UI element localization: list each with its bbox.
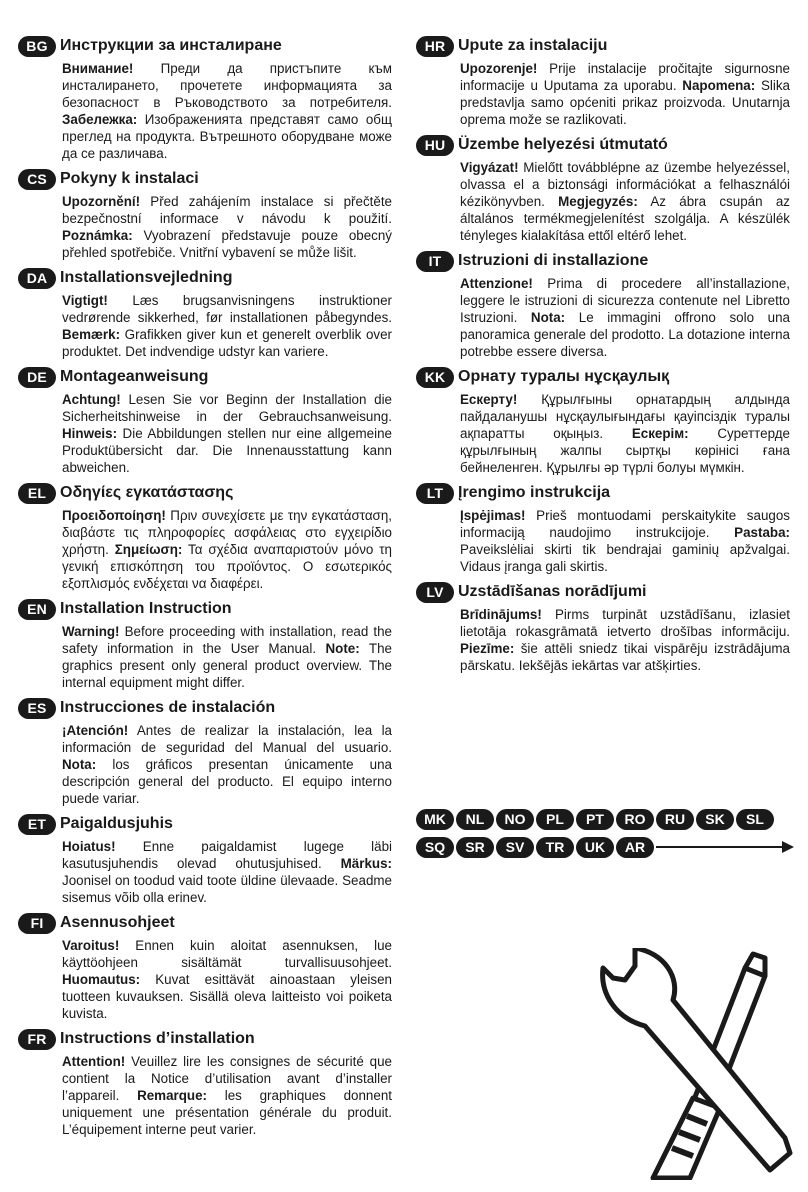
language-code-badge: SR: [456, 837, 494, 858]
warning-label: Hinweis:: [62, 426, 118, 441]
instruction-text: Slika predstavlja samo općeniti prikaz proizvoda. Unutarnja oprema može se razlikovati.: [460, 78, 790, 127]
language-code-badge: NO: [496, 809, 534, 830]
warning-label: Megjegyzés:: [558, 194, 638, 209]
language-code-badge: RU: [656, 809, 694, 830]
instruction-section-it: [416, 249, 790, 363]
warning-label: Įspėjimas!: [460, 508, 526, 523]
language-code-badge: SK: [696, 809, 734, 830]
warning-label: Märkus:: [340, 856, 392, 871]
section-header: [416, 365, 790, 389]
arrow-right-icon: [656, 846, 786, 848]
instruction-text: Преди да пристъпите към инсталирането, прочетете информацията за безопасност в Ръководството за потребителя.: [62, 61, 392, 110]
instruction-text: Joonisel on toodud vaid toote üldine ülevaade. Seadme sisemus võib olla erinev.: [62, 873, 392, 905]
language-code-badge: ET: [18, 814, 56, 835]
instruction-text: Antes de realizar la instalación, lea la información de seguridad del Manual del usuario.: [62, 723, 392, 755]
instruction-section-es: [18, 696, 392, 810]
language-row-1: [416, 806, 796, 832]
instruction-section-fr: [18, 1027, 392, 1141]
instruction-text: Πριν συνεχίσετε με την εγκατάσταση, διαβάστε τις πληροφορίες ασφάλειας στο εγχειρίδιο χρήστη.: [62, 508, 392, 557]
warning-label: Napomena:: [682, 78, 756, 93]
warning-label: Attenzione!: [460, 276, 533, 291]
instruction-section-hr: [416, 34, 790, 131]
language-code-badge: PT: [576, 809, 614, 830]
language-code-badge: AR: [616, 837, 654, 858]
section-header: [416, 580, 790, 604]
instruction-text: Az ábra csupán az általános termékmegjelenítést szolgálja. A készülék tényleges kialakítása ettől eltérő lehet.: [460, 194, 790, 243]
section-header: [18, 481, 392, 505]
section-title: Asennusohjeet: [60, 914, 175, 931]
warning-label: Huomautus:: [62, 972, 141, 987]
section-title: Istruzioni di installazione: [458, 252, 649, 269]
section-header: [18, 266, 392, 290]
section-title: Орнату туралы нұсқаулық: [458, 368, 670, 385]
section-body: [460, 273, 790, 363]
instruction-section-fi: [18, 911, 392, 1025]
right-column: [416, 34, 790, 679]
instruction-text: Mielőtt továbblépne az üzembe helyezéssel, olvassa el a biztonsági információkat a felhasználói kézikönyvben.: [460, 160, 790, 209]
instruction-section-lv: [416, 580, 790, 677]
warning-label: Upozornění!: [62, 194, 141, 209]
section-body: [460, 58, 790, 131]
section-body: [62, 621, 392, 694]
section-title: Paigaldusjuhis: [60, 815, 173, 832]
section-body: [62, 935, 392, 1025]
instruction-section-en: [18, 597, 392, 694]
language-row-2: [416, 834, 796, 860]
section-title: Οδηγίες εγκατάστασης: [60, 484, 234, 501]
section-title: Installationsvejledning: [60, 269, 233, 286]
warning-label: Bemærk:: [62, 327, 121, 342]
instruction-text: los gráficos presentan únicamente una descripción general del producto. El equipo interno puede variar.: [62, 757, 392, 806]
warning-label: Warning!: [62, 624, 120, 639]
instruction-text: Lesen Sie vor Beginn der Installation die Sicherheitshinweise in der Gebrauchsanweisung.: [62, 392, 392, 424]
language-code-badge: BG: [18, 36, 56, 57]
section-header: [18, 812, 392, 836]
instruction-text: šie attēli sniedz tikai vispārēju izstrādājuma pārskatu. Iekšējās iekārtas var atšķirties.: [460, 641, 790, 673]
instruction-section-cs: [18, 167, 392, 264]
section-body: [62, 389, 392, 479]
instruction-text: Prima di procedere all’installazione, leggere le istruzioni di sicurezza contenute nel Libretto Istruzioni.: [460, 276, 790, 325]
warning-label: Ескерту!: [460, 392, 518, 407]
language-code-badge: DA: [18, 268, 56, 289]
section-title: Uzstādīšanas norādījumi: [458, 583, 647, 600]
left-column: [18, 34, 392, 1143]
instruction-section-bg: [18, 34, 392, 165]
warning-label: Προειδοποίηση!: [62, 508, 166, 523]
instruction-text: Enne paigaldamist lugege läbi kasutusjuhendis olevad ohutusjuhised.: [62, 839, 392, 871]
section-body: [62, 1051, 392, 1141]
wrench-and-screwdriver-icon: [595, 948, 795, 1180]
instruction-text: Ennen kuin aloitat asennuksen, lue käyttöohjeen sisältämät turvallisuusohjeet.: [62, 938, 392, 970]
section-title: Pokyny k instalaci: [60, 170, 199, 187]
language-code-badge: PL: [536, 809, 574, 830]
instruction-section-et: [18, 812, 392, 909]
instruction-section-hu: [416, 133, 790, 247]
instruction-text: Kuvat esittävät ainoastaan yleisen tuotteen kuvauksen. Sisällä oleva laitteisto voi poiketa kuvista.: [62, 972, 392, 1021]
warning-label: Varoitus!: [62, 938, 120, 953]
instruction-text: Vyobrazení představuje pouze obecný přehled spotřebiče. Vnitřní vybavení se může lišit.: [62, 228, 392, 260]
warning-label: Nota:: [530, 310, 566, 325]
instruction-text: Суреттерде құрылғының жалпы сыртқы көрінісі ғана бейнеленген. Құрылғы әр түрлі болуы мүмкін.: [460, 426, 790, 475]
instruction-text: Изображенията представят само общ преглед на продукта. Вътрешното оборудване може да се различава.: [62, 112, 392, 161]
section-body: [460, 505, 790, 578]
section-header: [18, 1027, 392, 1051]
warning-label: Brīdinājums!: [460, 607, 542, 622]
language-code-badge: FR: [18, 1029, 56, 1050]
section-title: Upute za instalaciju: [458, 37, 608, 54]
language-code-badge: TR: [536, 837, 574, 858]
warning-label: Poznámka:: [62, 228, 133, 243]
language-code-badge: RO: [616, 809, 654, 830]
warning-label: Забележка:: [62, 112, 138, 127]
instruction-text: Paveikslėliai skirti tik bendrajai gaminių apžvalgai. Vidaus įranga gali skirtis.: [460, 542, 790, 574]
section-header: [18, 911, 392, 935]
language-code-badge: FI: [18, 913, 56, 934]
language-code-badge: KK: [416, 367, 454, 388]
warning-label: Achtung!: [62, 392, 121, 407]
instruction-text: les graphiques donnent uniquement une présentation générale du produit. L’équipement interne peut varier.: [62, 1088, 392, 1137]
instruction-text: Před zahájením instalace si přečtěte bezpečnostní informace v návodu k použití.: [62, 194, 392, 226]
instruction-text: Le immagini offrono solo una panoramica generale del prodotto. La dotazione interna potrebbe essere diversa.: [460, 310, 790, 359]
language-code-badge: LT: [416, 483, 454, 504]
language-code-badge: EN: [18, 599, 56, 620]
instruction-section-el: [18, 481, 392, 595]
instruction-text: Grafikken giver kun et generelt overblik over produktet. Det indvendige udstyr kan variere.: [62, 327, 392, 359]
section-body: [62, 191, 392, 264]
section-header: [18, 167, 392, 191]
section-title: Üzembe helyezési útmutató: [458, 136, 668, 153]
instruction-text: Before proceeding with installation, read the safety information in the User Manual.: [62, 624, 392, 656]
language-code-badge: IT: [416, 251, 454, 272]
warning-label: Remarque:: [137, 1088, 208, 1103]
section-title: Installation Instruction: [60, 600, 232, 617]
instruction-text: Læs brugsanvisningens instruktioner vedrørende sikkerhed, før installationen påbegyndes.: [62, 293, 392, 325]
warning-label: Nota:: [62, 757, 97, 772]
instruction-text: Veuillez lire les consignes de sécurité que contient la Notice d’utilisation avant d’installer l’appareil.: [62, 1054, 392, 1103]
instruction-text: Құрылғыны орнатардың алдында пайдаланушы нұсқаулығындағы қауіпсіздік туралы ақпаратты оқыңыз.: [460, 392, 790, 441]
section-title: Įrengimo instrukcija: [458, 484, 611, 501]
language-code-badge: NL: [456, 809, 494, 830]
section-title: Instructions d’installation: [60, 1030, 255, 1047]
section-header: [18, 696, 392, 720]
section-body: [62, 720, 392, 810]
warning-label: Upozorenje!: [460, 61, 538, 76]
language-code-badge: HU: [416, 135, 454, 156]
warning-label: Vigtigt!: [62, 293, 108, 308]
section-body: [460, 604, 790, 677]
language-code-badge: ES: [18, 698, 56, 719]
section-header: [18, 34, 392, 58]
warning-label: Note:: [325, 641, 360, 656]
language-code-badge: SV: [496, 837, 534, 858]
warning-label: Vigyázat!: [460, 160, 519, 175]
section-header: [416, 249, 790, 273]
language-code-badge: HR: [416, 36, 454, 57]
warning-label: Внимание!: [62, 61, 134, 76]
section-title: Instrucciones de instalación: [60, 699, 276, 716]
language-code-badge: LV: [416, 582, 454, 603]
instruction-text: Prije instalacije pročitajte sigurnosne informacije u Uputama za uporabu.: [460, 61, 790, 93]
instruction-text: The graphics present only general product overview. The internal equipment might differ.: [62, 641, 392, 690]
warning-label: Hoiatus!: [62, 839, 116, 854]
warning-label: Σημείωση:: [114, 542, 183, 557]
section-header: [416, 481, 790, 505]
language-code-badge: UK: [576, 837, 614, 858]
warning-label: Ескерім:: [631, 426, 689, 441]
instruction-section-da: [18, 266, 392, 363]
instruction-text: Pirms turpināt uzstādīšanu, izlasiet lietotāja rokasgrāmatā ietverto drošības informāciju.: [460, 607, 790, 639]
language-code-badge: CS: [18, 169, 56, 190]
section-body: [460, 157, 790, 247]
more-languages: [416, 806, 796, 862]
warning-label: Attention!: [62, 1054, 126, 1069]
warning-label: ¡Atención!: [62, 723, 129, 738]
instruction-section-de: [18, 365, 392, 479]
language-code-badge: DE: [18, 367, 56, 388]
section-body: [62, 836, 392, 909]
instruction-text: Die Abbildungen stellen nur eine allgemeine Produktübersicht dar. Die Innenausstattung kann abweichen.: [62, 426, 392, 475]
instruction-section-kk: [416, 365, 790, 479]
section-title: Инструкции за инсталиране: [60, 37, 282, 54]
language-code-badge: MK: [416, 809, 454, 830]
section-body: [62, 58, 392, 165]
section-header: [416, 133, 790, 157]
instruction-text: Prieš montuodami perskaitykite saugos informaciją naudojimo instrukcijoje.: [460, 508, 790, 540]
language-code-badge: EL: [18, 483, 56, 504]
warning-label: Pastaba:: [734, 525, 790, 540]
section-body: [62, 505, 392, 595]
section-title: Montageanweisung: [60, 368, 209, 385]
section-body: [62, 290, 392, 363]
section-header: [18, 365, 392, 389]
language-code-badge: SL: [736, 809, 774, 830]
instruction-text: Τα σχέδια αναπαριστούν μόνο τη γενική επισκόπηση του προϊόντος. Ο εσωτερικός εξοπλισμός ενδέχεται να διαφέρει.: [62, 542, 392, 591]
language-code-badge: SQ: [416, 837, 454, 858]
section-header: [18, 597, 392, 621]
section-header: [416, 34, 790, 58]
instruction-section-lt: [416, 481, 790, 578]
section-body: [460, 389, 790, 479]
warning-label: Piezīme:: [460, 641, 515, 656]
